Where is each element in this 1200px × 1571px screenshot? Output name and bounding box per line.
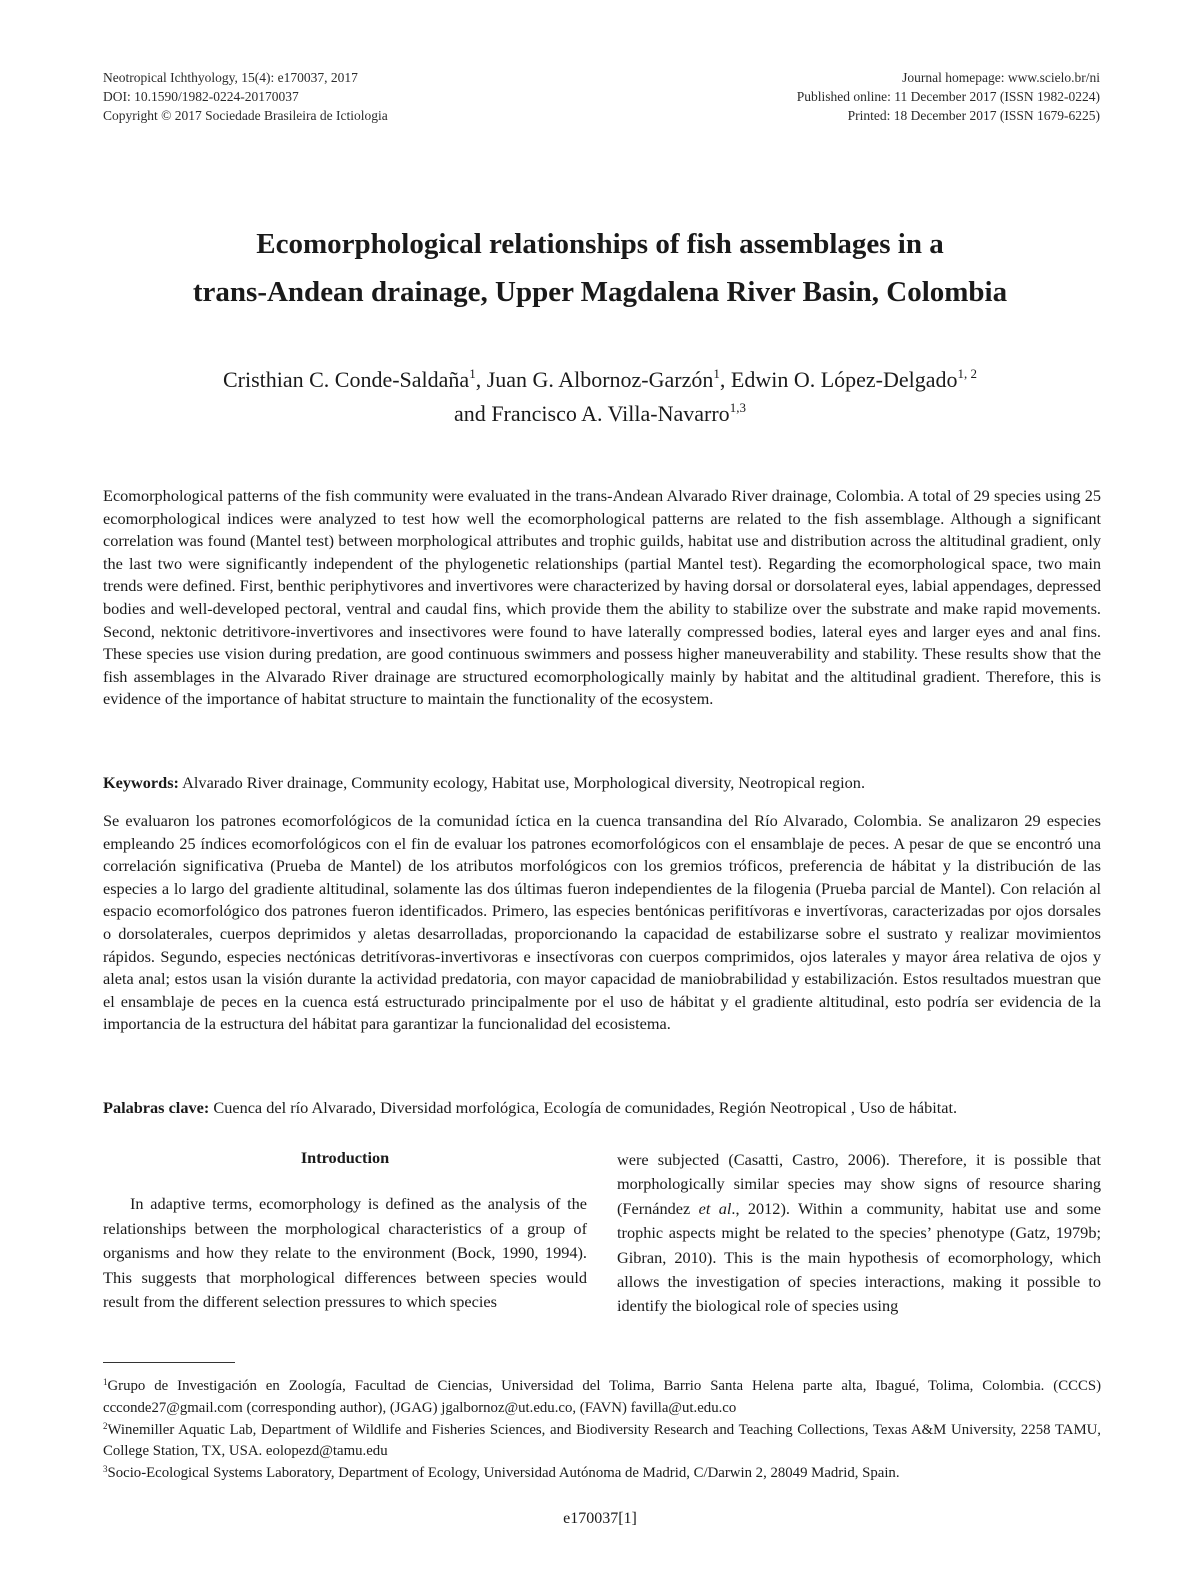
introduction-heading: Introduction: [300, 1148, 390, 1167]
author-list: [60, 363, 1140, 431]
intro-italic-segment: et al: [698, 1198, 732, 1218]
author-name: Juan G. Albornoz-Garzón: [486, 367, 714, 392]
footnote-3: [103, 1463, 1101, 1485]
keywords-english: [103, 772, 1101, 794]
abstract-english: Ecomorphological patterns of the fish community were evaluated in the trans-Andean Alvarado River drainage, Colombia. A total of 29 species using 25 ecomorphological indices were analyzed to test how well the ecomorphological patterns are related to the fish assemblage. Although a significant correlation was found (Mantel test) between morphological attributes and trophic guilds, habitat use and distribution across the altitudinal gradient, only the last two were significantly independent of the phylogenetic relationships (partial Mantel test). Regarding the ecomorphological space, two main trends were defined. First, benthic periphytivores and invertivores were characterized by having dorsal or dorsolateral eyes, labial appendages, depressed bodies and well-developed pectoral, ventral and caudal fins, which provide them the ability to stabilize over the substrate and make rapid movements. Second, nektonic detritivore-invertivores and insectivores were found to have laterally compressed bodies, lateral eyes and larger eyes and anal fins. These species use vision during predation, are good continuous swimmers and possess higher maneuverability and stability. These results show that the fish assemblages in the Alvarado River drainage are structured ecomorphologically mainly by habitat and the altitudinal gradient. Therefore, this is evidence of the importance of habitat structure to maintain the functionality of the ecosystem.: [103, 486, 1101, 709]
published-online-date: Published online: 11 December 2017 (ISSN 1982-0224): [796, 89, 1100, 104]
journal-homepage: Journal homepage: www.scielo.br/ni: [902, 70, 1100, 85]
printed-date: Printed: 18 December 2017 (ISSN 1679-6225): [847, 108, 1100, 123]
body-column-right: [617, 1148, 1101, 1319]
introduction-paragraph-continued: [617, 1148, 1101, 1319]
page-number: e170037[1]: [563, 1510, 637, 1527]
author-name: Francisco A. Villa-Navarro: [491, 401, 730, 426]
author-separator: and: [454, 401, 492, 426]
footnote-mark: 3: [103, 1464, 108, 1475]
publication-info-block: [797, 68, 1100, 125]
author-affiliation-mark: 1: [469, 366, 476, 381]
footnote-text: Winemiller Aquatic Lab, Department of Wildlife and Fisheries Sciences, and Biodiversity Research and Teaching Collections, Texas A&M University, 2258 TAMU, College Station, TX, USA. eolopezd@tamu.edu: [103, 1421, 1101, 1460]
intro-text-segment: ., 2012). Within a community, habitat use and some trophic aspects might be related to the species’ phenotype (Gatz, 1979b; Gibran, 2010). This is the main hypothesis of ecomorphology, which allows the investigation of species interactions, making it possible to identify the biological role of species using: [617, 1198, 1102, 1316]
body-column-left: [103, 1146, 587, 1314]
author-separator: ,: [719, 367, 731, 392]
author-affiliation-mark: 1, 2: [957, 366, 978, 381]
author-separator: ,: [475, 367, 487, 392]
author-name: Cristhian C. Conde-Saldaña: [222, 367, 470, 392]
footnote-mark: 2: [103, 1420, 108, 1431]
palabras-clave-text: Cuenca del río Alvarado, Diversidad morfológica, Ecología de comunidades, Región Neotropical , Uso de hábitat.: [213, 1098, 958, 1117]
keywords-spanish: [103, 1097, 1101, 1119]
author-affiliation-mark: 1,3: [729, 400, 746, 415]
doi: DOI: 10.1590/1982-0224-20170037: [103, 89, 299, 104]
intro-text-segment: were subjected (Casatti, Castro, 2006). Therefore, it is possible that morphologically similar species may show signs of resource sharing (Fernández: [617, 1150, 1101, 1218]
footnote-text: Grupo de Investigación en Zoología, Facultad de Ciencias, Universidad del Tolima, Barrio Santa Helena parte alta, Ibagué, Tolima, Colombia. (CCCS) ccconde27@gmail.com (corresponding author), (JGAG) jgalbornoz@ut.edu.co, (FAVN) favilla@ut.edu.co: [103, 1378, 1101, 1416]
footnote-text: Socio-Ecological Systems Laboratory, Department of Ecology, Universidad Autónoma de Madrid, C/Darwin 2, 28049 Madrid, Spain.: [107, 1465, 900, 1482]
author-affiliation-mark: 1: [713, 366, 720, 381]
palabras-clave-label: Palabras clave:: [103, 1098, 210, 1117]
author-line-2: [60, 397, 1140, 431]
journal-citation-block: [103, 68, 388, 125]
keywords-text: Alvarado River drainage, Community ecology, Habitat use, Morphological diversity, Neotropical region.: [182, 773, 866, 792]
keywords-label: Keywords:: [103, 773, 179, 792]
footnote-2: [103, 1420, 1101, 1464]
copyright: Copyright © 2017 Sociedade Brasileira de Ictiologia: [103, 108, 388, 123]
footnotes: [103, 1376, 1101, 1485]
abstract-spanish: Se evaluaron los patrones ecomorfológicos de la comunidad íctica en la cuenca transandina del Río Alvarado, Colombia. Se analizaron 29 especies empleando 25 índices ecomorfológicos con el fin de evaluar los patrones ecomorfológicos con el ensamblaje de peces. A pesar de que se encontró una correlación significativa (Prueba de Mantel) de los atributos morfológicos con los gremios tróficos, preferencia de hábitat y la distribución de las especies a lo largo del gradiente altitudinal, solamente las dos últimas fueron independientes de la filogenia (Prueba parcial de Mantel). Con relación al espacio ecomorfológico dos patrones fueron identificados. Primero, las especies bentónicas perifitívoras e invertívoras, caracterizadas por ojos dorsales o dorsolaterales, cuerpos deprimidos y aletas desarrolladas, proporcionando la capacidad de estabilizarse sobre el sustrato y realizar movimientos rápidos. Segundo, especies nectónicas detritívoras-invertivoras e insectívoras con cuerpos comprimidos, ojos laterales y mayor área relativa de ojos y aleta anal; estos usan la visión durante la actividad predatoria, con mayor capacidad de maniobrabilidad y estabilización. Estos resultados muestran que el ensamblaje de peces en la cuenca está estructurado principalmente por el uso de hábitat y el gradiente altitudinal, esto podría ser evidencia de la importancia de la estructura del hábitat para garantizar la funcionalidad del ecosistema.: [103, 811, 1101, 1034]
footnote-divider: [103, 1362, 235, 1363]
article-title: [80, 220, 1120, 316]
footnote-1: [103, 1376, 1101, 1420]
author-line-1: [60, 363, 1140, 397]
journal-citation: Neotropical Ichthyology, 15(4): e170037, 2017: [103, 70, 358, 85]
title-line-1: Ecomorphological relationships of fish assemblages in a: [256, 228, 944, 260]
footnote-mark: 1: [103, 1377, 108, 1387]
title-line-2: trans-Andean drainage, Upper Magdalena River Basin, Colombia: [192, 276, 1008, 308]
introduction-paragraph: In adaptive terms, ecomorphology is defined as the analysis of the relationships between the morphological characteristics of a group of organisms and how they relate to the environment (Bock, 1990, 1994). This suggests that morphological differences between species would result from the different selection pressures to which species: [103, 1194, 587, 1312]
author-name: Edwin O. López-Delgado: [730, 367, 958, 392]
